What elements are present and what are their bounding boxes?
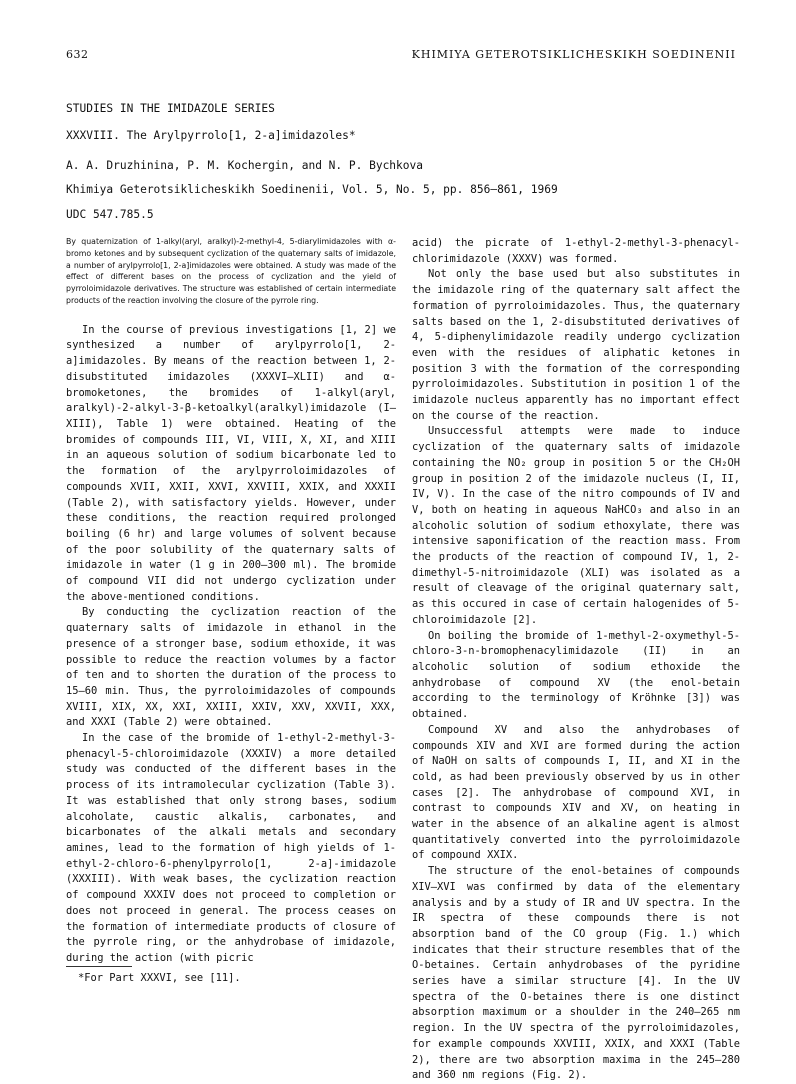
body-paragraph: In the case of the bromide of 1-ethyl-2-methyl-3-phenacyl-5-chloroimidazole (XXXIV) a more detailed study was conducted of the different bases in the process of its intramolecular cyclization (Table 3). It was established that only strong bases, sodium alcoholate, caustic alkalis, carbonates, and bicarbonates of the alkali metals and secondary amines, lead to the formation of high yields of 1-ethyl-2-chloro-6-phenylpyrrolo[1, 2-a]-imidazole (XXXIII). With weak bases, the cyclization reaction of compound XXXIV does not proceed to completion or does not proceed in general. The process ceases on the formation of intermediate products of closure of the pyrrole ring, or the anhydrobase of imidazole, during the action (with picric <box>66 732 396 964</box>
abstract: By quaternization of 1-alkyl(aryl, aralkyl)-2-methyl-4, 5-diarylimidazoles with α-bromo ketones and by subsequent cyclization of the quaternary salts of imidazole, a number of arylpyrrolo[1, 2-a]imidazoles were obtained. A study was made of the effect of different bases on the process of cyclization and the yield of pyrroloimidazole derivatives. The structure was established of certain intermediate products of the reaction involving the closure of the pyrrole ring. <box>66 237 396 305</box>
body-paragraph: Compound XV and also the anhydrobases of compounds XIV and XVI are formed during the action of NaOH on salts of compounds I, II, and XI in the cold, as had been previously observed by us in other cases [2]. The anhydrobase of compound XVI, in contrast to compounds XIV and XV, on heating in water in the absence of an alkaline agent is almost quantitatively converted into the pyrroloimidazole of compound XXIX. <box>412 723 740 862</box>
body-paragraph: acid) the picrate of 1-ethyl-2-methyl-3-phenacyl-chlorimidazole (XXXV) was formed. <box>412 237 740 265</box>
footnote-rule <box>66 966 132 967</box>
udc-code: UDC 547.785.5 <box>66 208 154 221</box>
page-number: 632 <box>66 48 89 61</box>
body-paragraph: Not only the base used but also substitutes in the imidazole ring of the quaternary salt affect the formation of pyrroloimidazoles. Thus, the quaternary salts based on the 1, 2-disubstituted derivatives of 4, 5-diphenylimidazole readily undergo cyclization even with the residues of aliphatic ketones in position 3 with the formation of the corresponding pyrroloimidazoles. Substitution in position 1 of the imidazole nucleus apparently has no important effect on the course of the reaction. <box>412 268 740 422</box>
footnote: *For Part XXXVI, see [11]. <box>78 972 241 984</box>
right-column <box>412 236 740 1084</box>
body-paragraph: By conducting the cyclization reaction of the quaternary salts of imidazole in ethanol in the presence of a stronger base, sodium ethoxide, it was possible to reduce the reaction volumes by a factor of ten and to shorten the duration of the process to 15–60 min. Thus, the pyrroloimidazoles of compounds XVIII, XIX, XX, XXI, XXIII, XXIV, XXV, XXVII, XXX, and XXXI (Table 2) were obtained. <box>66 606 396 729</box>
journal-title: KHIMIYA GETEROTSIKLICHESKIKH SOEDINENII <box>411 48 736 61</box>
body-paragraph: On boiling the bromide of 1-methyl-2-oxymethyl-5-chloro-3-n-bromophenacylimidazole (II) in an alcoholic solution of sodium ethoxide the anhydrobase of compound XV (the enol-betain according to the terminology of Kröhnke [3]) was obtained. <box>412 629 740 721</box>
body-paragraph: In the course of previous investigations [1, 2] we synthesized a number of arylpyrrolo[1, 2-a]imidazoles. By means of the reaction between 1, 2-disubstituted imidazoles (XXXVI–XLII) and α-bromoketones, the bromides of 1-alkyl(aryl, aralkyl)-2-alkyl-3-β-ketoalkyl(aralkyl)imidazole (I–XIII), Table 1) were obtained. Heating of the bromides of compounds III, VI, VIII, X, XI, and XIII in an aqueous solution of sodium bicarbonate led to the formation of the arylpyrroloimidazoles of compounds XVII, XXII, XXVI, XXVIII, XXIX, and XXXII (Table 2), with satisfactory yields. However, under these conditions, the reaction required prolonged boiling (6 hr) and large volumes of solvent because of the poor solubility of the quaternary salts of imidazole in water (1 g in 200–300 ml). The bromide of compound VII did not undergo cyclization under the above-mentioned conditions. <box>66 323 396 603</box>
citation: Khimiya Geterotsiklicheskikh Soedinenii, Vol. 5, No. 5, pp. 856–861, 1969 <box>66 183 558 196</box>
article-title: XXXVIII. The Arylpyrrolo[1, 2-a]imidazoles* <box>66 129 356 142</box>
body-paragraph: Unsuccessful attempts were made to induce cyclization of the quaternary salts of imidazole containing the NO₂ group in position 5 or the CH₂OH group in position 2 of the imidazole nucleus (I, II, IV, V). In the case of the nitro compounds of IV and V, both on heating in aqueous NaHCO₃ and also in an alcoholic solution of sodium ethoxylate, there was intensive saponification of the reaction mass. From the products of the reaction of compound IV, 1, 2-dimethyl-5-nitroimidazole (XLI) was isolated as a result of cleavage of the original quaternary salt, as this occured in case of certain halogenides of 5-chloroimidazole [2]. <box>412 425 740 626</box>
series-title: STUDIES IN THE IMIDAZOLE SERIES <box>66 102 275 115</box>
authors: A. A. Druzhinina, P. M. Kochergin, and N. P. Bychkova <box>66 159 423 172</box>
left-column <box>66 236 396 967</box>
body-paragraph: The structure of the enol-betaines of compounds XIV–XVI was confirmed by data of the elementary analysis and by a study of IR and UV spectra. In the IR spectra of these compounds there is not absorption band of the CO group (Fig. 1.) which indicates that their structure resembles that of the O-betaines. Certain anhydrobases of the pyridine series have a similar structure [4]. In the UV spectra of the O-betaines there is one distinct absorption maximum or a shoulder in the 240–265 nm region. In the UV spectra of the pyrroloimidazoles, for example compounds XXVIII, XXIX, and XXXI (Table 2), there are two absorption maxima in the 245–280 and 360 nm regions (Fig. 2). <box>412 865 740 1082</box>
